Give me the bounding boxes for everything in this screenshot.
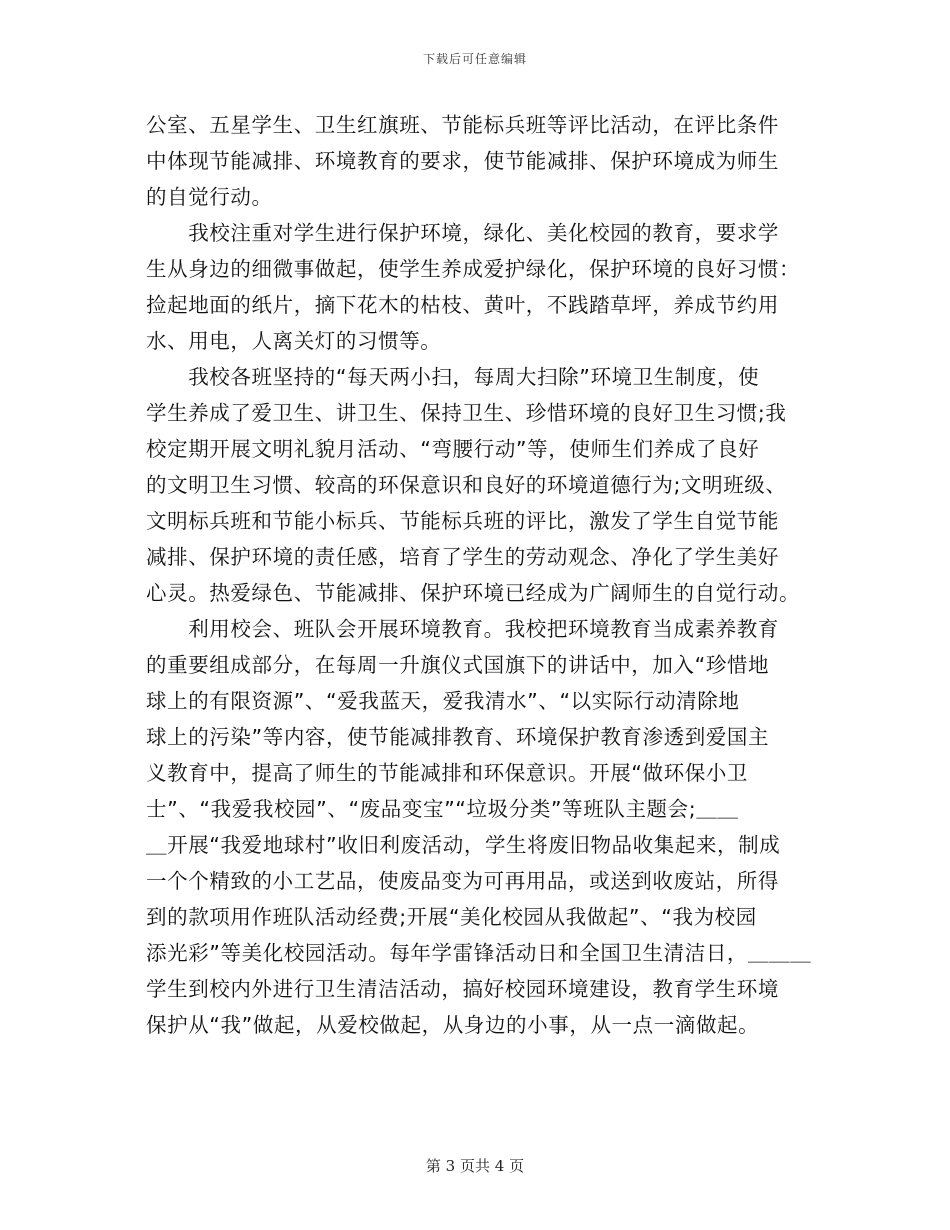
text-line: 中体现节能减排、环境教育的要求，使节能减排、保护环境成为师生 [146, 149, 779, 173]
text-line: 减排、保护环境的责任感，培育了学生的劳动观念、净化了学生美好 [146, 545, 779, 569]
text-line: 利用校会、班队会开展环境教育。我校把环境教育当成素养教育 [146, 617, 779, 641]
text-line: 学生到校内外进行卫生清洁活动，搞好校园环境建设，教育学生环境 [146, 977, 779, 1001]
text-line: 一个个精致的小工艺品，使废品变为可再用品，或送到收废站，所得 [146, 869, 779, 893]
page-footer: 第 3 页共 4 页 [425, 1157, 525, 1175]
text-line: 义教育中，提高了师生的节能减排和环保意识。开展“做环保小卫 [146, 761, 749, 785]
text-line: 公室、五星学生、卫生红旗班、节能标兵班等评比活动，在评比条件 [146, 113, 779, 137]
text-line: 的重要组成部分，在每周一升旗仪式国旗下的讲话中，加入“珍惜地 [146, 653, 770, 677]
page-header: 下载后可任意编辑 [422, 52, 527, 66]
text-line: 我校各班坚持的“每天两小扫，每周大扫除”环境卫生制度，使 [146, 365, 760, 389]
document-body [146, 107, 812, 1043]
text-line: 水、用电，人离关灯的习惯等。 [146, 329, 442, 353]
text-line: 心灵。热爱绿色、节能减排、保护环境已经成为广阔师生的自觉行动。 [146, 581, 801, 605]
text-line: 添光彩”等美化校园活动。每年学雷锋活动日和全国卫生清洁日，＿＿＿ [146, 941, 812, 965]
text-line: 生从身边的细微事做起，使学生养成爱护绿化，保护环境的良好习惯： [146, 257, 801, 281]
text-line: 文明标兵班和节能小标兵、节能标兵班的评比，激发了学生自觉节能 [146, 509, 779, 533]
text-line: 到的款项用作班队活动经费;开展“美化校园从我做起”、“我为校园 [146, 905, 757, 929]
text-line: 球上的有限资源”、“爱我蓝天，爱我清水”、“以实际行动清除地 [146, 689, 740, 713]
text-line: 校定期开展文明礼貌月活动、“弯腰行动”等，使师生们养成了良好 [146, 437, 760, 461]
text-line: 球上的污染”等内容，使节能减排教育、环境保护教育渗透到爱国主 [146, 725, 770, 749]
text-line: 保护从“我”做起，从爱校做起，从身边的小事，从一点一滴做起。 [146, 1013, 760, 1037]
text-line: 士”、“我爱我校园”、“废品变宝”“垃圾分类”等班队主题会;＿＿ [146, 797, 739, 821]
text-line: 捡起地面的纸片，摘下花木的枯枝、黄叶，不践踏草坪，养成节约用 [146, 293, 779, 317]
text-line: 的自觉行动。 [146, 185, 273, 209]
text-line: ＿开展“我爱地球村”收旧利废活动，学生将废旧物品收集起来，制成 [146, 833, 781, 857]
text-line: 学生养成了爱卫生、讲卫生、保持卫生、珍惜环境的良好卫生习惯;我 [146, 401, 787, 425]
text-line: 我校注重对学生进行保护环境，绿化、美化校园的教育，要求学 [146, 221, 779, 245]
text-line: 的文明卫生习惯、较高的环保意识和良好的环境道德行为;文明班级、 [146, 473, 787, 497]
